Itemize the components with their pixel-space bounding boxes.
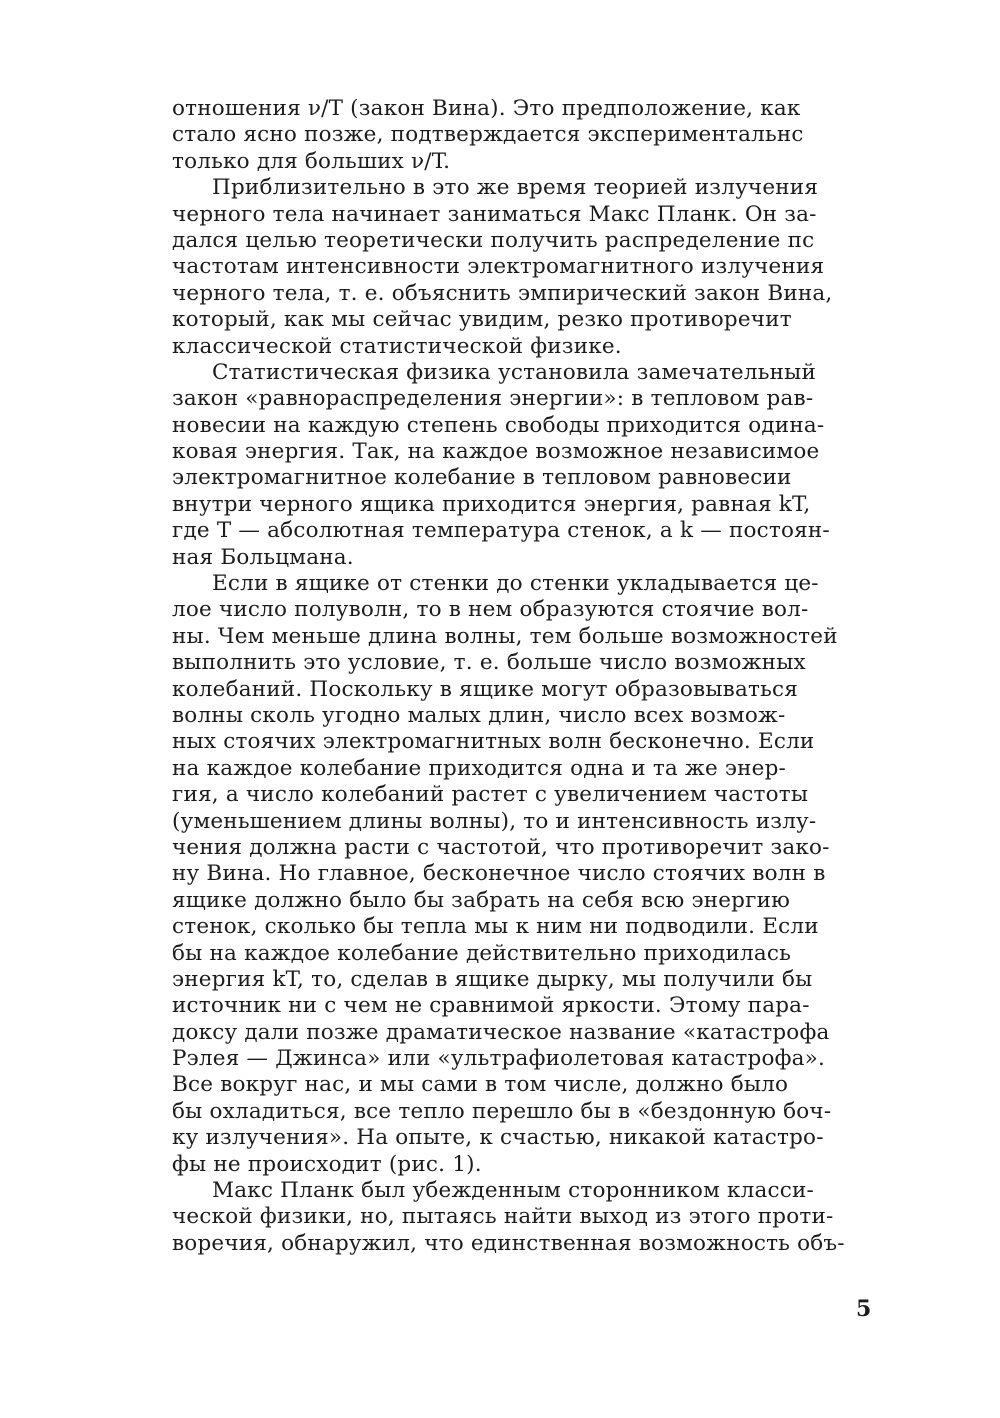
text-line: отношения ν/T (закон Вина). Это предположение, как xyxy=(172,96,801,121)
page-number: 5 xyxy=(856,1296,872,1322)
paragraph xyxy=(172,571,868,1178)
text-line: электромагнитное колебание в тепловом равновесии xyxy=(172,465,792,491)
text-line: выполнить это условие, т. е. больше число возможных xyxy=(172,650,806,676)
text-line: стенок, сколько бы тепла мы к ним ни подводили. Если xyxy=(172,914,819,940)
text-line: на каждое колебание приходится одна и та же энер- xyxy=(172,755,787,781)
text-line: доксу дали позже драматическое название «катастрофа xyxy=(172,1019,830,1045)
text-line: Рэлея — Джинса» или «ультрафиолетовая катастрофа». xyxy=(172,1046,826,1072)
text-line: (уменьшением длины волны), то и интенсивность излу- xyxy=(172,808,817,834)
text-line: чения должна расти с частотой, что противоречит зако- xyxy=(172,834,830,860)
text-line: внутри черного ящика приходится энергия, равная kT, xyxy=(172,491,811,517)
text-line: бы охладиться, все тепло перешло бы в «бездонную боч- xyxy=(172,1098,832,1124)
text-line: бы на каждое колебание действительно приходилась xyxy=(172,940,792,966)
text-line: колебаний. Поскольку в ящике могут образовываться xyxy=(172,676,798,702)
text-line: ковая энергия. Так, на каждое возможное независимое xyxy=(172,439,820,465)
text-line: источник ни с чем не сравнимой яркости. Этому пара- xyxy=(172,993,810,1019)
text-line: ну Вина. Но главное, бесконечное число стоячих волн в xyxy=(172,861,826,887)
text-line: лое число полуволн, то в нем образуются стоячие вол- xyxy=(172,597,809,623)
text-line: стало ясно позже, подтверждается экспериментальнс xyxy=(172,122,804,148)
text-line: где T — абсолютная температура стенок, а k — постоян- xyxy=(172,518,830,544)
paragraph xyxy=(172,360,868,571)
text-line: ная Больцмана. xyxy=(172,544,354,570)
text-line: ящике должно было бы забрать на себя всю энергию xyxy=(172,887,791,913)
text-line: только для больших ν/T. xyxy=(172,148,451,174)
text-line: гия, а число колебаний растет с увеличением частоты xyxy=(172,782,809,808)
text-line: Все вокруг нас, и мы сами в том числе, должно было xyxy=(172,1072,789,1098)
text-line: черного тела начинает заниматься Макс Планк. Он за- xyxy=(172,201,817,227)
text-line: дался целью теоретически получить распределение пс xyxy=(172,227,815,253)
text-line: Макс Планк был убежденным сторонником класси- xyxy=(212,1178,815,1204)
body-text xyxy=(172,96,868,1257)
text-line: Статистическая физика установила замечательный xyxy=(212,359,816,385)
text-line: частотам интенсивности электромагнитного излучения xyxy=(172,254,825,280)
text-line: закон «равнораспределения энергии»: в тепловом рав- xyxy=(172,386,814,412)
text-line: который, как мы сейчас увидим, резко противоречит xyxy=(172,307,792,333)
text-line: Если в ящике от стенки до стенки укладывается це- xyxy=(212,571,819,597)
text-line: воречия, обнаружил, что единственная возможность объ- xyxy=(172,1230,845,1256)
text-line: ческой физики, но, пытаясь найти выход из этого проти- xyxy=(172,1204,834,1230)
text-line: ны. Чем меньше длина волны, тем больше возможностей xyxy=(172,623,838,649)
paragraph xyxy=(172,96,868,175)
text-line: черного тела, т. е. объяснить эмпирический закон Вина, xyxy=(172,280,833,306)
text-line: фы не происходит (рис. 1). xyxy=(172,1151,482,1177)
text-line: ку излучения». На опыте, к счастью, никакой катастро- xyxy=(172,1125,824,1151)
text-line: ных стоячих электромагнитных волн бесконечно. Если xyxy=(172,729,815,755)
paragraph xyxy=(172,1178,868,1257)
text-line: волны сколь угодно малых длин, число всех возмож- xyxy=(172,702,786,728)
text-line: энергия kT, то, сделав в ящике дырку, мы получили бы xyxy=(172,966,813,992)
text-line: классической статистической физике. xyxy=(172,333,622,359)
paragraph xyxy=(172,175,868,360)
text-line: Приблизительно в это же время теорией излучения xyxy=(212,175,819,201)
text-line: новесии на каждую степень свободы приходится одина- xyxy=(172,412,825,438)
